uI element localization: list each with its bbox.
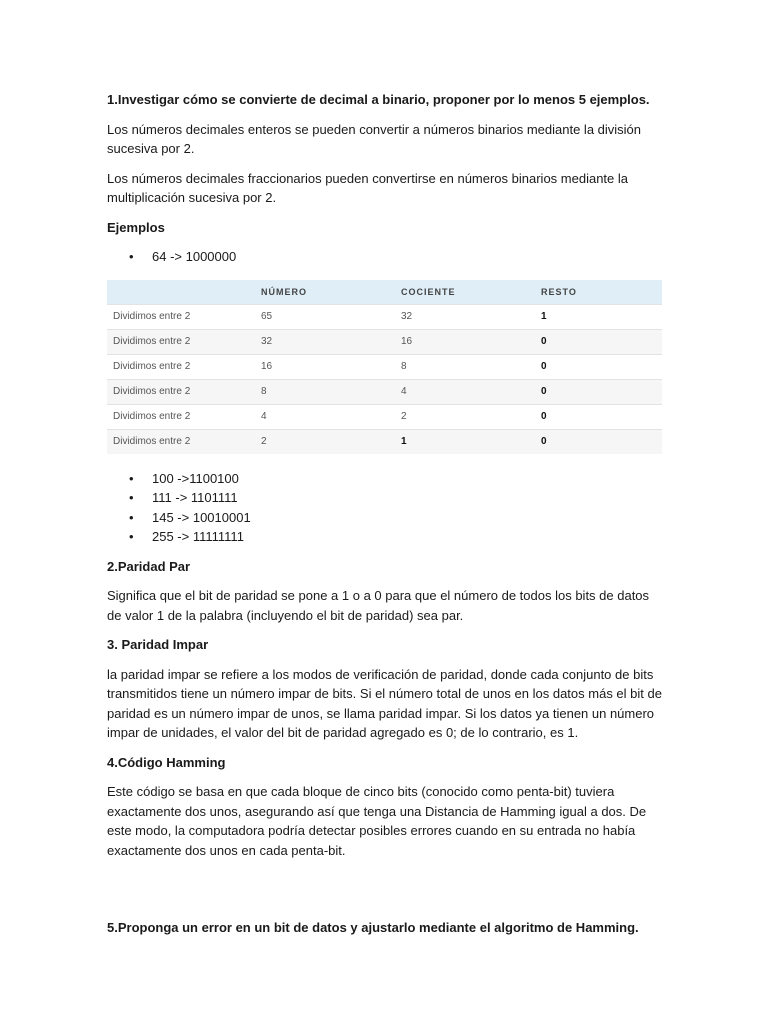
table-cell: Dividimos entre 2 (107, 304, 255, 329)
section2-heading: 2.Paridad Par (107, 558, 191, 574)
table-row (107, 379, 662, 404)
more-examples-list (107, 469, 662, 547)
table-cell: Dividimos entre 2 (107, 354, 255, 379)
list-item: • 111 -> 1101111 (107, 488, 662, 508)
table-cell: 65 (255, 304, 395, 329)
table-cell: 0 (535, 379, 662, 404)
table-cell: 16 (395, 329, 535, 354)
table-cell: Dividimos entre 2 (107, 379, 255, 404)
table-cell: 2 (255, 429, 395, 454)
table-cell: 1 (395, 429, 535, 454)
table-header-cell: COCIENTE (395, 280, 535, 305)
table-cell: 0 (535, 329, 662, 354)
table-cell: 0 (535, 354, 662, 379)
section1-heading: 1.Investigar cómo se convierte de decimal a binario, proponer por lo menos 5 ejemplos. (107, 92, 650, 107)
list-item: • 145 -> 10010001 (107, 508, 662, 528)
table-cell: Dividimos entre 2 (107, 429, 255, 454)
table-row (107, 404, 662, 429)
table-cell: 8 (255, 379, 395, 404)
section1-para2: Los números decimales fraccionarios pueden convertirse en números binarios mediante la multiplicación sucesiva por 2. (107, 170, 628, 205)
table-header-cell: NÚMERO (255, 280, 395, 305)
section4-heading: 4.Código Hamming (107, 754, 226, 770)
section3-heading: 3. Paridad Impar (107, 637, 209, 652)
table-cell: 2 (395, 404, 535, 429)
examples-heading: Ejemplos (107, 219, 165, 235)
table-cell: 32 (395, 304, 535, 329)
table-cell: Dividimos entre 2 (107, 404, 255, 429)
section1-para1: Los números decimales enteros se pueden convertir a números binarios mediante la división sucesiva por 2. (107, 121, 642, 156)
section5-heading: 5.Proponga un error en un bit de datos y ajustarlo mediante el algoritmo de Hamming. (107, 920, 639, 935)
list-item: • 100 ->1100100 (107, 469, 662, 489)
first-example-list (107, 247, 662, 267)
table-cell: Dividimos entre 2 (107, 329, 255, 354)
conversion-table (107, 280, 662, 454)
table-header-cell: RESTO (535, 280, 662, 305)
table-row (107, 354, 662, 379)
table-cell: 4 (255, 404, 395, 429)
section4-text: Este código se basa en que cada bloque de cinco bits (conocido como penta-bit) tuviera exactamente dos unos, asegurando así que tenga una Distancia de Hamming igual a dos. De este modo, la computadora podría detectar posibles errores cuando en su entrada no había exactamente dos unos en cada penta-bit. (107, 784, 647, 858)
document-page (107, 90, 662, 938)
list-item: • 255 -> 11111111 (107, 527, 662, 547)
table-header-cell (107, 280, 255, 305)
section3-text: la paridad impar se refiere a los modos de verificación de paridad, donde cada conjunto de bits transmitidos tiene un número impar de bits. Si el número total de unos en los datos más el bit de paridad es un número impar de unos, se llama paridad impar. Si los datos ya tienen un número impar de unidades, el valor del bit de paridad agregado es 0; de lo contrario, es 1. (107, 666, 662, 740)
section2-text: Significa que el bit de paridad se pone a 1 o a 0 para que el número de todos los bits de datos de valor 1 de la palabra (incluyendo el bit de paridad) sea par. (107, 588, 650, 623)
table-cell: 0 (535, 404, 662, 429)
table-row (107, 429, 662, 454)
table-header-row (107, 280, 662, 305)
table-cell: 8 (395, 354, 535, 379)
table-cell: 1 (535, 304, 662, 329)
table-cell: 32 (255, 329, 395, 354)
table-row (107, 329, 662, 354)
table-cell: 0 (535, 429, 662, 454)
table-cell: 16 (255, 354, 395, 379)
table-row (107, 304, 662, 329)
table-cell: 4 (395, 379, 535, 404)
list-item: • 64 -> 1000000 (107, 247, 662, 267)
